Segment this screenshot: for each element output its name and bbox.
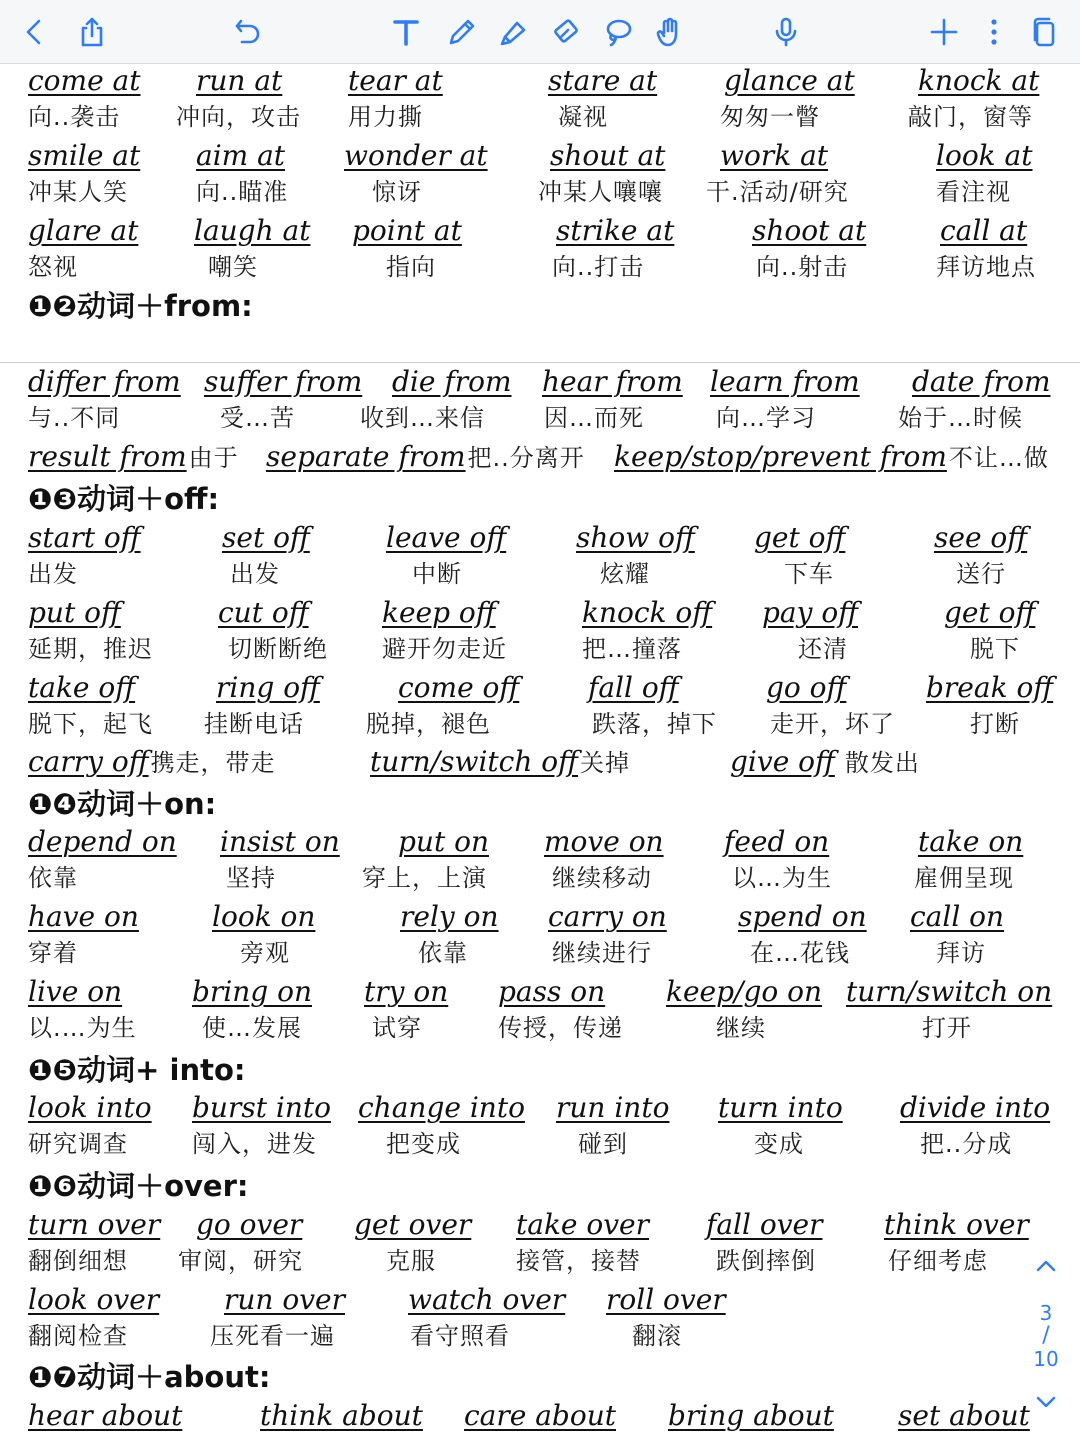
phrase-item: run into 碰到 [556,1091,670,1158]
phrase-item: start off 出发 [28,521,141,588]
phrase-item: learn from 向…学习 [710,365,860,432]
phrase-item: try on 试穿 [364,975,449,1042]
phrase-item: feed on 以…为生 [724,825,832,892]
phrase-item: result from由于 [28,440,239,473]
phrase-row [0,900,1080,980]
phrase-item: rely on 依靠 [400,900,499,967]
phrase-item: ring off 挂断电话 [204,671,320,738]
phrase-item: think about [260,1399,423,1432]
phrase-item: shout at 冲某人嚷嚷 [538,139,666,206]
phrase-row [0,975,1080,1055]
phrase-item: smile at 冲某人笑 [28,139,141,206]
phrase-item: care about [464,1399,616,1432]
phrase-item: call on 拜访 [910,900,1005,967]
phrase-item: move on 继续移动 [544,825,664,892]
phrase-item: set off 出发 [222,521,310,588]
microphone-icon[interactable] [764,10,808,54]
phrase-item: take on 雇佣呈现 [914,825,1024,892]
current-page-number: 3 [1039,1301,1053,1325]
phrase-item: leave off 中断 [386,521,507,588]
page-separator: / [1042,1323,1050,1348]
phrase-item: turn over 翻倒细想 [28,1208,161,1275]
phrase-row [0,596,1080,676]
phrase-row [0,1399,1080,1440]
more-icon[interactable] [972,10,1016,54]
phrase-item: keep/stop/prevent from不让…做 [614,440,1049,473]
phrase-item: pass on 传授，传递 [498,975,623,1042]
phrase-item: strike at 向..打击 [552,214,675,281]
phrase-item: get off 下车 [754,521,846,588]
phrase-row [0,365,1080,445]
phrase-item: differ from 与..不同 [28,365,181,432]
page-navigator [1026,1254,1066,1418]
back-icon[interactable] [12,10,56,54]
phrase-item: take over 接管，接替 [516,1208,650,1275]
phrase-row [0,214,1080,294]
phrase-item: see off 送行 [934,521,1028,588]
phrase-item: break off 打断 [926,671,1054,738]
undo-icon[interactable] [226,10,270,54]
phrase-item: separate from把..分离开 [266,440,585,473]
phrase-item: come at 向..袭击 [28,64,141,131]
phrase-item: fall off 跌落，掉下 [588,671,717,738]
phrase-item: glare at 怒视 [28,214,139,281]
phrase-row [0,1091,1080,1171]
phrase-item: carry on 继续进行 [548,900,667,967]
phrase-item: die from 收到…来信 [360,365,512,432]
pages-icon[interactable] [1022,10,1066,54]
phrase-item: suffer from 受…苦 [204,365,363,432]
phrase-item: depend on 依靠 [28,825,177,892]
phrase-item: bring on 使…发展 [192,975,313,1042]
phrase-item: get off 脱下 [944,596,1036,663]
phrase-row [0,1208,1080,1288]
phrase-item: burst into 闯入，进发 [192,1091,331,1158]
phrase-item: point at 指向 [352,214,462,281]
phrase-item: knock at 敲门，窗等 [908,64,1040,131]
phrase-row [0,671,1080,751]
phrase-item: carry off携走，带走 [28,745,276,778]
phrase-item: come off 脱掉，褪色 [366,671,520,738]
page-down-chevron-icon[interactable] [1026,1390,1066,1418]
share-icon[interactable] [70,10,114,54]
phrase-item: bring about [668,1399,834,1432]
phrase-item: look into 研究调查 [28,1091,152,1158]
lasso-tool-icon[interactable] [596,10,640,54]
section-heading-into: ❶❺动词+ into: [28,1053,246,1087]
phrase-row [0,825,1080,905]
phrase-item: go off 走开，坏了 [766,671,895,738]
phrase-row [0,64,1080,144]
phrase-item: watch over 看守照看 [408,1283,566,1350]
toolbar [0,0,1080,64]
phrase-item: stare at 凝视 [548,64,658,131]
phrase-item: knock off 把…撞落 [582,596,713,663]
phrase-item: roll over 翻滚 [606,1283,726,1350]
phrase-item: cut off 切断断绝 [218,596,328,663]
note-page-previous [0,64,1080,362]
text-tool-icon[interactable] [384,10,428,54]
phrase-item: change into 把变成 [358,1091,525,1158]
phrase-item: glance at 匆匆一瞥 [720,64,855,131]
phrase-item: keep/go on 继续 [666,975,823,1042]
phrase-item: aim at 向..瞄准 [196,139,289,206]
pen-tool-icon[interactable] [440,10,484,54]
phrase-item: live on 以.…为生 [28,975,137,1042]
phrase-item: hear about [28,1399,183,1432]
phrase-item: turn into 变成 [718,1091,843,1158]
page-up-chevron-icon[interactable] [1026,1254,1066,1282]
phrase-item: put on 穿上，上演 [362,825,489,892]
phrase-row [0,139,1080,219]
phrase-item: work at 干.活动/研究 [706,139,849,206]
phrase-item: pay off 还清 [762,596,859,663]
phrase-item: set about [898,1399,1030,1432]
phrase-item: have on 穿着 [28,900,139,967]
phrase-item: date from 始于…时候 [898,365,1051,432]
add-icon[interactable] [922,10,966,54]
phrase-item: keep off 避开勿走近 [382,596,507,663]
phrase-item: look over 翻阅检查 [28,1283,160,1350]
section-heading-from: ❶❷动词＋from: [28,289,253,323]
section-heading-on: ❶❹动词＋on: [28,787,217,821]
phrase-item: show off 炫耀 [576,521,695,588]
total-page-count: 10 [1033,1347,1059,1371]
phrase-item: take off 脱下，起飞 [28,671,153,738]
phrase-item: think over 仔细考虑 [884,1208,1029,1275]
phrase-item: get over 克服 [354,1208,472,1275]
phrase-item: tear at 用力撕 [348,64,443,131]
phrase-item: go over 审阅，研究 [178,1208,303,1275]
note-page-current [0,363,1080,1440]
phrase-item: turn/switch on 打开 [846,975,1053,1042]
phrase-item: run at 冲向，攻击 [176,64,301,131]
phrase-item: wonder at 惊讶 [344,139,488,206]
phrase-item: put off 延期，推迟 [28,596,153,663]
phrase-item: laugh at 嘲笑 [194,214,311,281]
phrase-item: run over 压死看一遍 [210,1283,345,1350]
phrase-item: give off 散发出 [730,745,920,778]
hand-tool-icon[interactable] [648,10,692,54]
phrase-inline-row [0,440,1080,480]
phrase-inline-row [0,745,1080,785]
phrase-row [0,521,1080,601]
section-heading-over: ❶❻动词＋over: [28,1169,249,1203]
phrase-item: look at 看注视 [936,139,1033,206]
phrase-item: look on 旁观 [212,900,316,967]
section-heading-off: ❶❸动词＋off: [28,482,220,516]
phrase-row [0,1283,1080,1363]
phrase-item: spend on 在…花钱 [738,900,867,967]
highlighter-tool-icon[interactable] [492,10,536,54]
section-heading-about: ❶❼动词＋about: [28,1360,271,1394]
eraser-tool-icon[interactable] [544,10,588,54]
phrase-item: call at 拜访地点 [936,214,1036,281]
phrase-item: hear from 因…而死 [542,365,683,432]
phrase-item: turn/switch off关掉 [370,745,630,778]
phrase-item: divide into 把..分成 [900,1091,1051,1158]
phrase-item: insist on 坚持 [220,825,340,892]
phrase-item: fall over 跌倒摔倒 [706,1208,823,1275]
phrase-item: shoot at 向..射击 [752,214,867,281]
